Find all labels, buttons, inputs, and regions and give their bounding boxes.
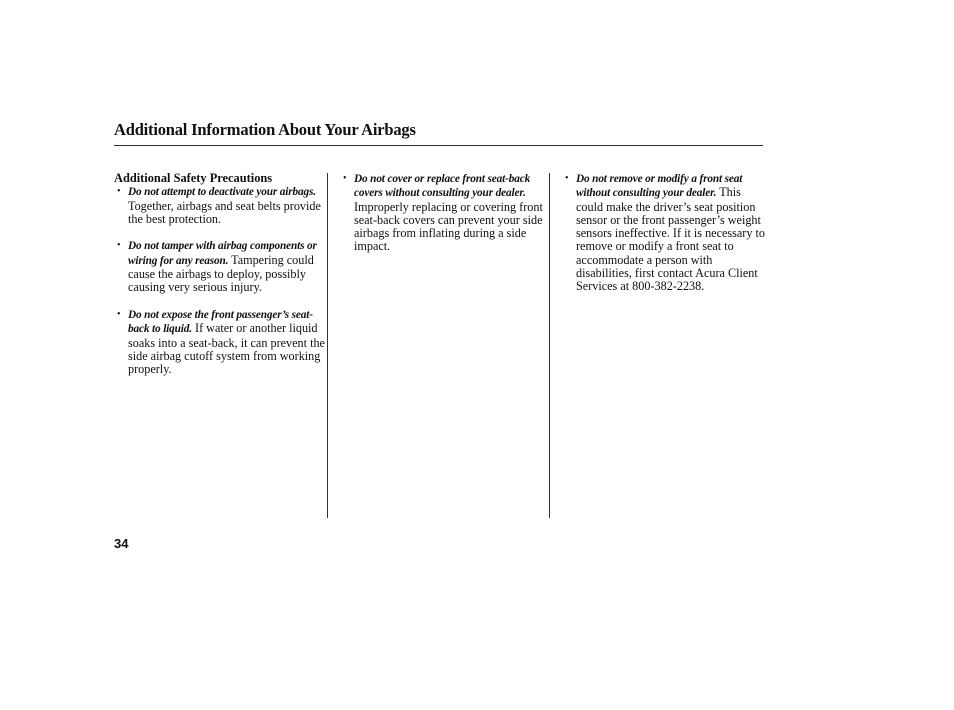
- precaution-lead: Do not remove or modify a front seat without consulting your dealer.: [576, 173, 743, 200]
- precaution-lead: Do not cover or replace front seat-back covers without consulting your dealer.: [354, 173, 531, 200]
- precaution-item-modify-seat: [562, 172, 766, 294]
- column-2: [340, 172, 546, 254]
- precaution-item-tamper: [114, 239, 328, 294]
- bullet-icon: •: [565, 173, 569, 184]
- precaution-body: Tampering could cause the airbags to deploy, possibly causing very serious injury.: [128, 252, 314, 295]
- title-divider: [114, 145, 763, 146]
- precaution-item-deactivate: [114, 185, 328, 226]
- page-title: Additional Information About Your Airbags: [114, 120, 416, 139]
- bullet-icon: •: [117, 240, 121, 252]
- page-number: 34: [114, 536, 129, 551]
- precaution-lead: Do not expose the front passenger’s seat-back to liquid.: [128, 308, 313, 336]
- column-divider: [549, 173, 550, 518]
- precaution-body: This could make the driver’s seat position sensor or the front passenger’s weight sensors ineffective. If it is necessary to remove or modify a front seat to accommodate a person with disabilities, first contact Acura Client Services at 800-382-2238.: [576, 185, 765, 294]
- precaution-lead: Do not attempt to deactivate your airbags.: [128, 186, 316, 199]
- bullet-icon: •: [343, 173, 347, 184]
- column-1: [114, 172, 328, 376]
- bullet-icon: •: [117, 308, 121, 320]
- precaution-item-liquid: [114, 308, 328, 376]
- precaution-body: Together, airbags and seat belts provide the best protection.: [128, 198, 321, 226]
- precaution-lead: Do not tamper with airbag components or wiring for any reason.: [128, 240, 317, 267]
- precaution-body: Improperly replacing or covering front seat-back covers can prevent your side airbags from inflating during a side impact.: [354, 199, 543, 254]
- section-heading: Additional Safety Precautions: [114, 171, 273, 185]
- bullet-icon: •: [117, 186, 121, 198]
- column-divider: [327, 173, 328, 518]
- column-3: [562, 172, 766, 294]
- precaution-item-seat-back-covers: [340, 172, 546, 254]
- precaution-body: If water or another liquid soaks into a seat-back, it can prevent the side airbag cutoff system from working properly.: [128, 321, 325, 377]
